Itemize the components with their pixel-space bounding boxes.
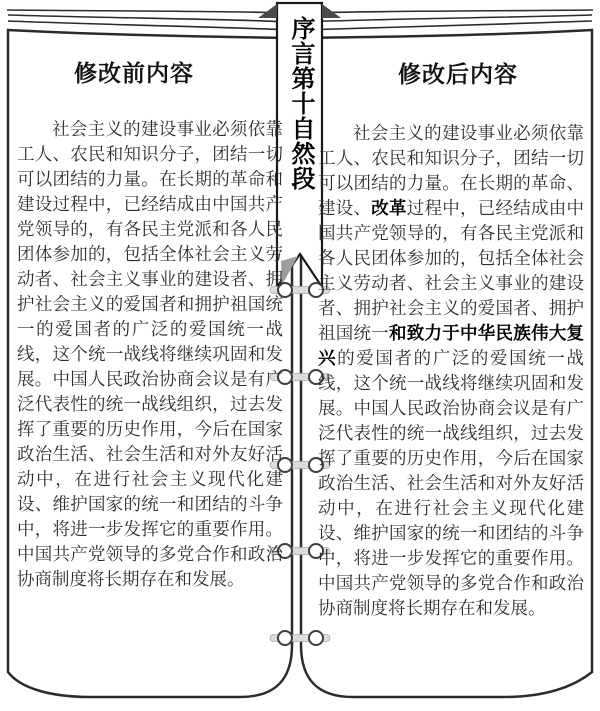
- inserted-text: 和致力于中华民族伟大复兴: [318, 323, 584, 368]
- after-panel-title: 修改后内容: [398, 61, 518, 87]
- left-sheet-edge-lines: [7, 10, 291, 30]
- right-sheet-edge-lines: [302, 10, 593, 30]
- ribbon-fold-right-icon: [322, 4, 341, 18]
- before-panel-title: 修改前内容: [74, 60, 194, 86]
- ribbon-section-label: 序言第十自然段: [287, 16, 314, 191]
- ribbon-fold-left-icon: [258, 4, 277, 18]
- paragraph-text: 社会主义的建设事业必须依靠工人、农民和知识分子，团结一切可以团结的力量。在长期的革命、建设、: [318, 123, 584, 218]
- after-panel-paragraph: [318, 121, 584, 621]
- inserted-text: 改革: [371, 198, 407, 218]
- before-panel-paragraph: 社会主义的建设事业必须依靠工人、农民和知识分子，团结一切可以团结的力量。在长期的革命和建设过程中，已经结成由中国共产党领导的，有各民主党派和各人民团体参加的，包括全体社会主义劳动者、社会主义事业的建设者、拥护社会主义的爱国者和拥护祖国统一的爱国者的广泛的爱国统一战线，这个统一战线将继续巩固和发展。中国人民政治协商会议是有广泛代表性的统一战线组织，过去发挥了重要的历史作用，今后在国家政治生活、社会生活和对外友好活动中，在进行社会主义现代化建设、维护国家的统一和团结的斗争中，将进一步发挥它的重要作用。中国共产党领导的多党合作和政治协商制度将长期存在和发展。: [17, 119, 283, 589]
- paragraph-text: 过程中，已经结成由中国共产党领导的，有各民主党派和各人民团体参加的，包括全体社会主义劳动者、社会主义事业的建设者、拥护社会主义的爱国者、拥护祖国统一: [318, 198, 584, 343]
- paragraph-text: 的爱国者的广泛的爱国统一战线，这个统一战线将继续巩固和发展。中国人民政治协商会议是有广泛代表性的统一战线组织，过去发挥了重要的历史作用，今后在国家政治生活、社会生活和对外友好活动中，在进行社会主义现代化建设、维护国家的统一和团结的斗争中，将进一步发挥它的重要作用。中国共产党领导的多党合作和政治协商制度将长期存在和发展。: [318, 348, 585, 618]
